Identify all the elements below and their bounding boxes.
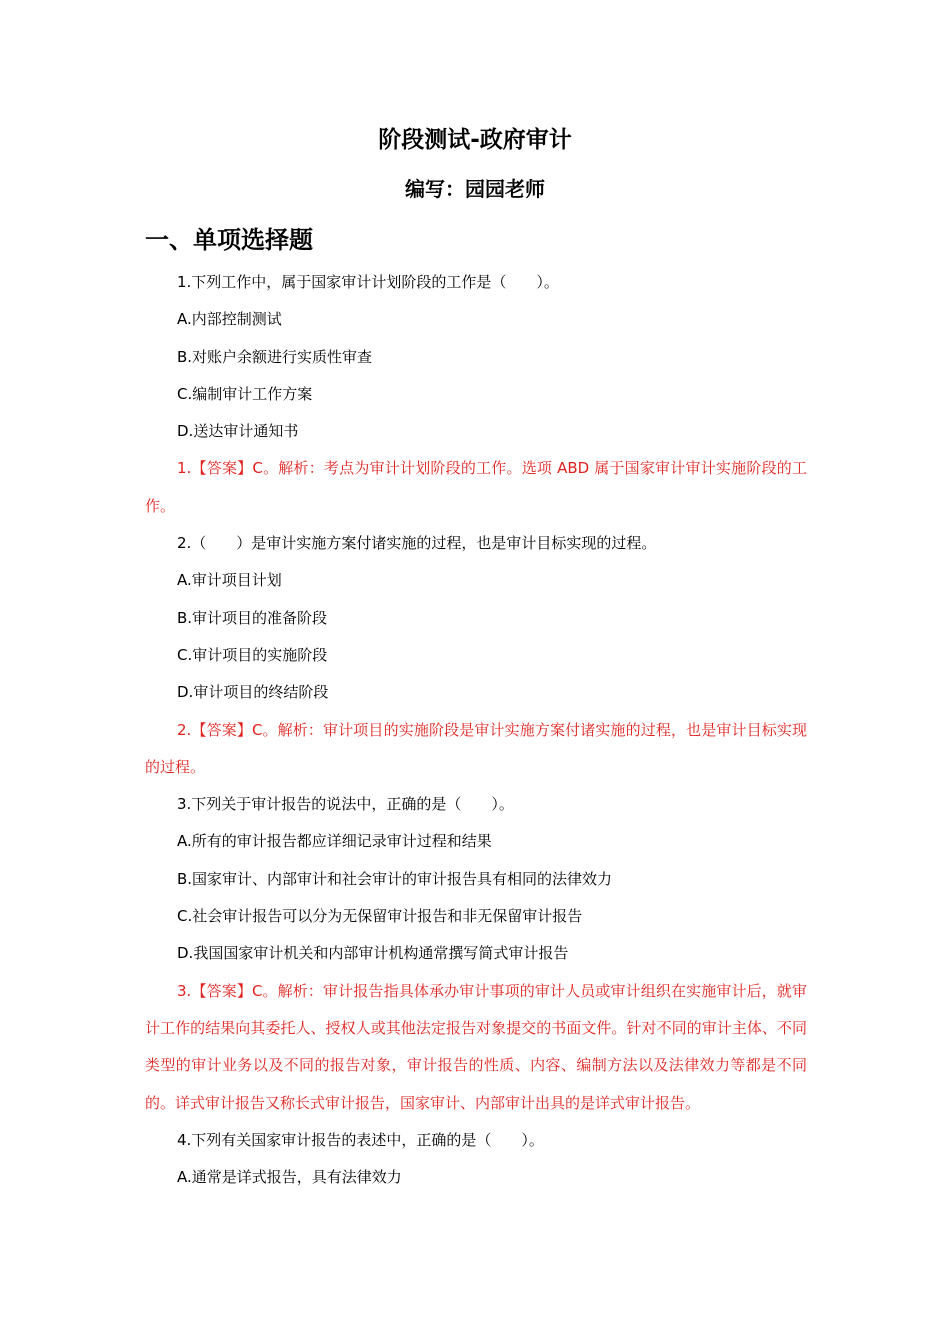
question-list bbox=[145, 264, 807, 1196]
option-a: A.所有的审计报告都应详细记录审计过程和结果 bbox=[177, 832, 492, 851]
option-a: A.内部控制测试 bbox=[177, 310, 282, 329]
option-a: A.通常是详式报告，具有法律效力 bbox=[177, 1168, 402, 1187]
question-stem: 1.下列工作中，属于国家审计计划阶段的工作是（ ）。 bbox=[177, 273, 559, 291]
question-stem: 4.下列有关国家审计报告的表述中，正确的是（ ）。 bbox=[177, 1130, 544, 1149]
answer-explanation: 2.【答案】C。解析：审计项目的实施阶段是审计实施方案付诸实施的过程，也是审计目标实现的过程。 bbox=[145, 720, 807, 776]
question-stem: 3.下列关于审计报告的说法中，正确的是（ ）。 bbox=[177, 795, 514, 814]
document-title: 阶段测试-政府审计 bbox=[378, 127, 572, 153]
question-stem: 2.（ ）是审计实施方案付诸实施的过程，也是审计目标实现的过程。 bbox=[177, 534, 657, 553]
section-heading: 一、单项选择题 bbox=[145, 226, 313, 254]
document-author: 编写：园园老师 bbox=[405, 177, 545, 201]
option-d: D.送达审计通知书 bbox=[177, 422, 299, 441]
option-a: A.审计项目计划 bbox=[177, 571, 282, 590]
option-b: B.审计项目的准备阶段 bbox=[177, 608, 328, 627]
option-c: C.审计项目的实施阶段 bbox=[177, 645, 328, 664]
answer-explanation: 3.【答案】C。解析：审计报告指具体承办审计事项的审计人员或审计组织在实施审计后，就审计工作的结果向其委托人、授权人或其他法定报告对象提交的书面文件。针对不同的审计主体、不同类型的审计业务以及不同的报告对象，审计报告的性质、内容、编制方法以及法律效力等都是不同的。详式审计报告又称长式审计报告，国家审计、内部审计出具的是详式审计报告。 bbox=[145, 981, 807, 1112]
option-d: D.审计项目的终结阶段 bbox=[177, 683, 329, 702]
answer-explanation: 1.【答案】C。解析：考点为审计计划阶段的工作。选项 ABD 属于国家审计审计实施阶段的工作。 bbox=[145, 459, 807, 515]
option-b: B.国家审计、内部审计和社会审计的审计报告具有相同的法律效力 bbox=[177, 869, 613, 888]
option-d: D.我国国家审计机关和内部审计机构通常撰写简式审计报告 bbox=[177, 944, 569, 963]
option-b: B.对账户余额进行实质性审查 bbox=[177, 347, 373, 366]
option-c: C.社会审计报告可以分为无保留审计报告和非无保留审计报告 bbox=[177, 907, 583, 926]
option-c: C.编制审计工作方案 bbox=[177, 384, 313, 403]
